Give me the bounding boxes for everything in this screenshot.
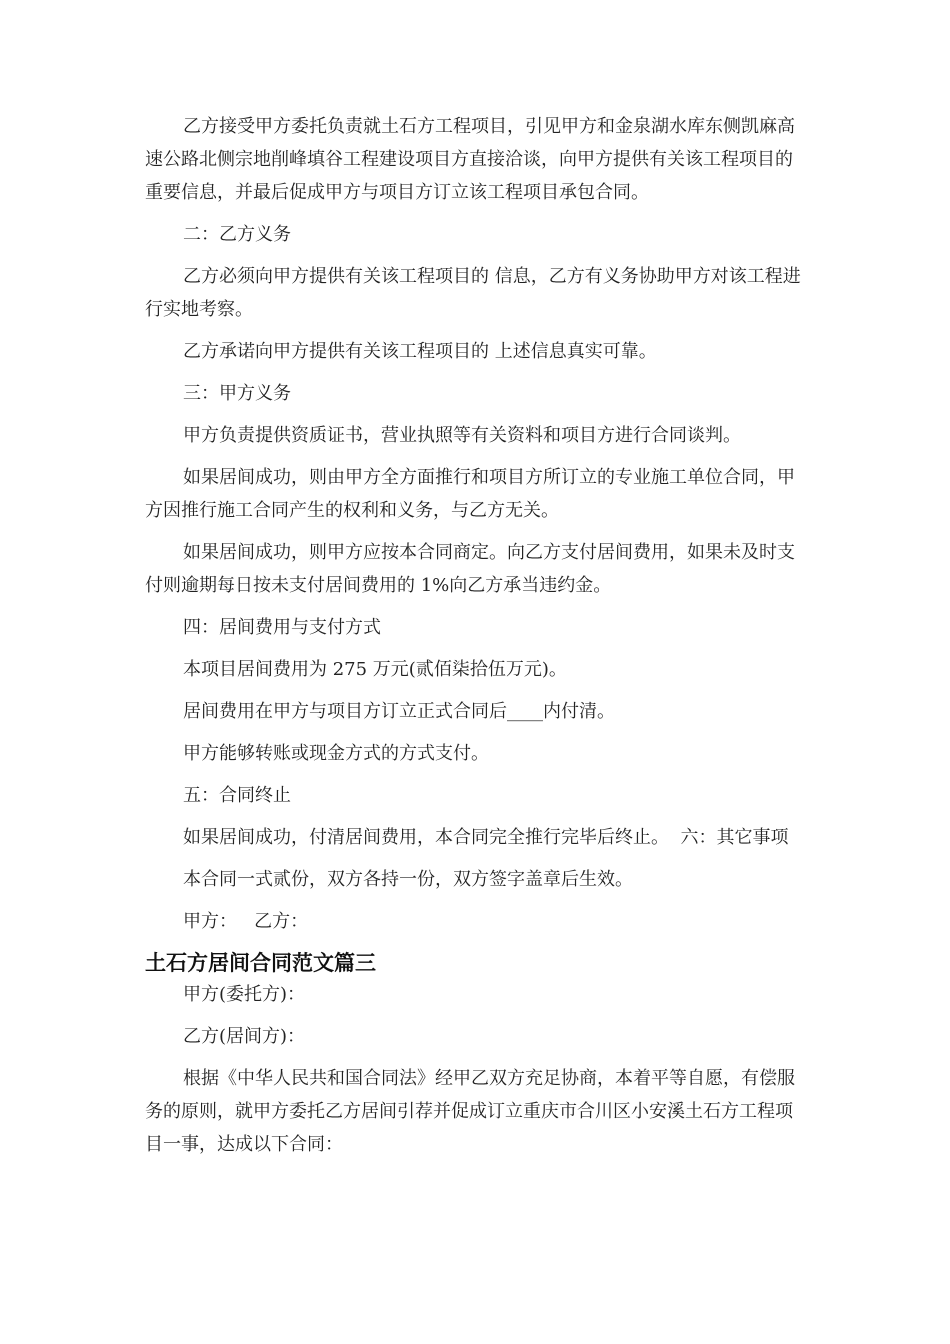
clause-heading: 四：居间费用与支付方式 (183, 617, 381, 638)
paragraph: 如果居间成功，则甲方应按本合同商定。向乙方支付居间费用，如果未及时支付则逾期每日按未支付居间费用的 1%向乙方承当违约金。 (145, 542, 795, 596)
party-a-line: 甲方(委托方)： (183, 984, 306, 1005)
paragraph: 乙方接受甲方委托负责就土石方工程项目，引见甲方和金泉湖水库东侧凯麻高速公路北侧宗地削峰填谷工程建设项目方直接洽谈，向甲方提供有关该工程项目的重要信息，并最后促成甲方与项目方订立该工程项目承包合同。 (145, 116, 795, 203)
paragraph: 甲方负责提供资质证书，营业执照等有关资料和项目方进行合同谈判。 (183, 425, 741, 446)
paragraph: 如果居间成功，则由甲方全方面推行和项目方所订立的专业施工单位合同，甲方因推行施工合同产生的权利和义务，与乙方无关。 (145, 467, 795, 521)
paragraph: 乙方承诺向甲方提供有关该工程项目的 上述信息真实可靠。 (183, 341, 657, 362)
paragraph: 本项目居间费用为 275 万元(贰佰柒拾伍万元)。 (183, 659, 567, 680)
paragraph: 根据《中华人民共和国合同法》经甲乙双方充足协商，本着平等自愿，有偿服务的原则，就甲方委托乙方居间引荐并促成订立重庆市合川区小安溪土石方工程项目一事，达成以下合同： (145, 1068, 795, 1155)
party-b-line: 乙方(居间方)： (183, 1026, 306, 1047)
document-body (145, 110, 810, 1170)
clause-heading: 三：甲方义务 (183, 383, 291, 404)
paragraph: 居间费用在甲方与项目方订立正式合同后____内付清。 (183, 701, 615, 722)
clause-heading: 五：合同终止 (183, 785, 291, 806)
paragraph: 乙方必须向甲方提供有关该工程项目的 信息，乙方有义务协助甲方对该工程进行实地考察。 (145, 266, 801, 320)
signature-line: 甲方： 乙方： (183, 911, 309, 932)
section-heading: 土石方居间合同范文篇三 (145, 951, 376, 975)
paragraph: 如果居间成功，付清居间费用，本合同完全推行完毕后终止。 六：其它事项 (183, 827, 789, 848)
paragraph: 甲方能够转账或现金方式的方式支付。 (183, 743, 489, 764)
clause-heading: 二：乙方义务 (183, 224, 291, 245)
paragraph: 本合同一式贰份，双方各持一份，双方签字盖章后生效。 (183, 869, 633, 890)
